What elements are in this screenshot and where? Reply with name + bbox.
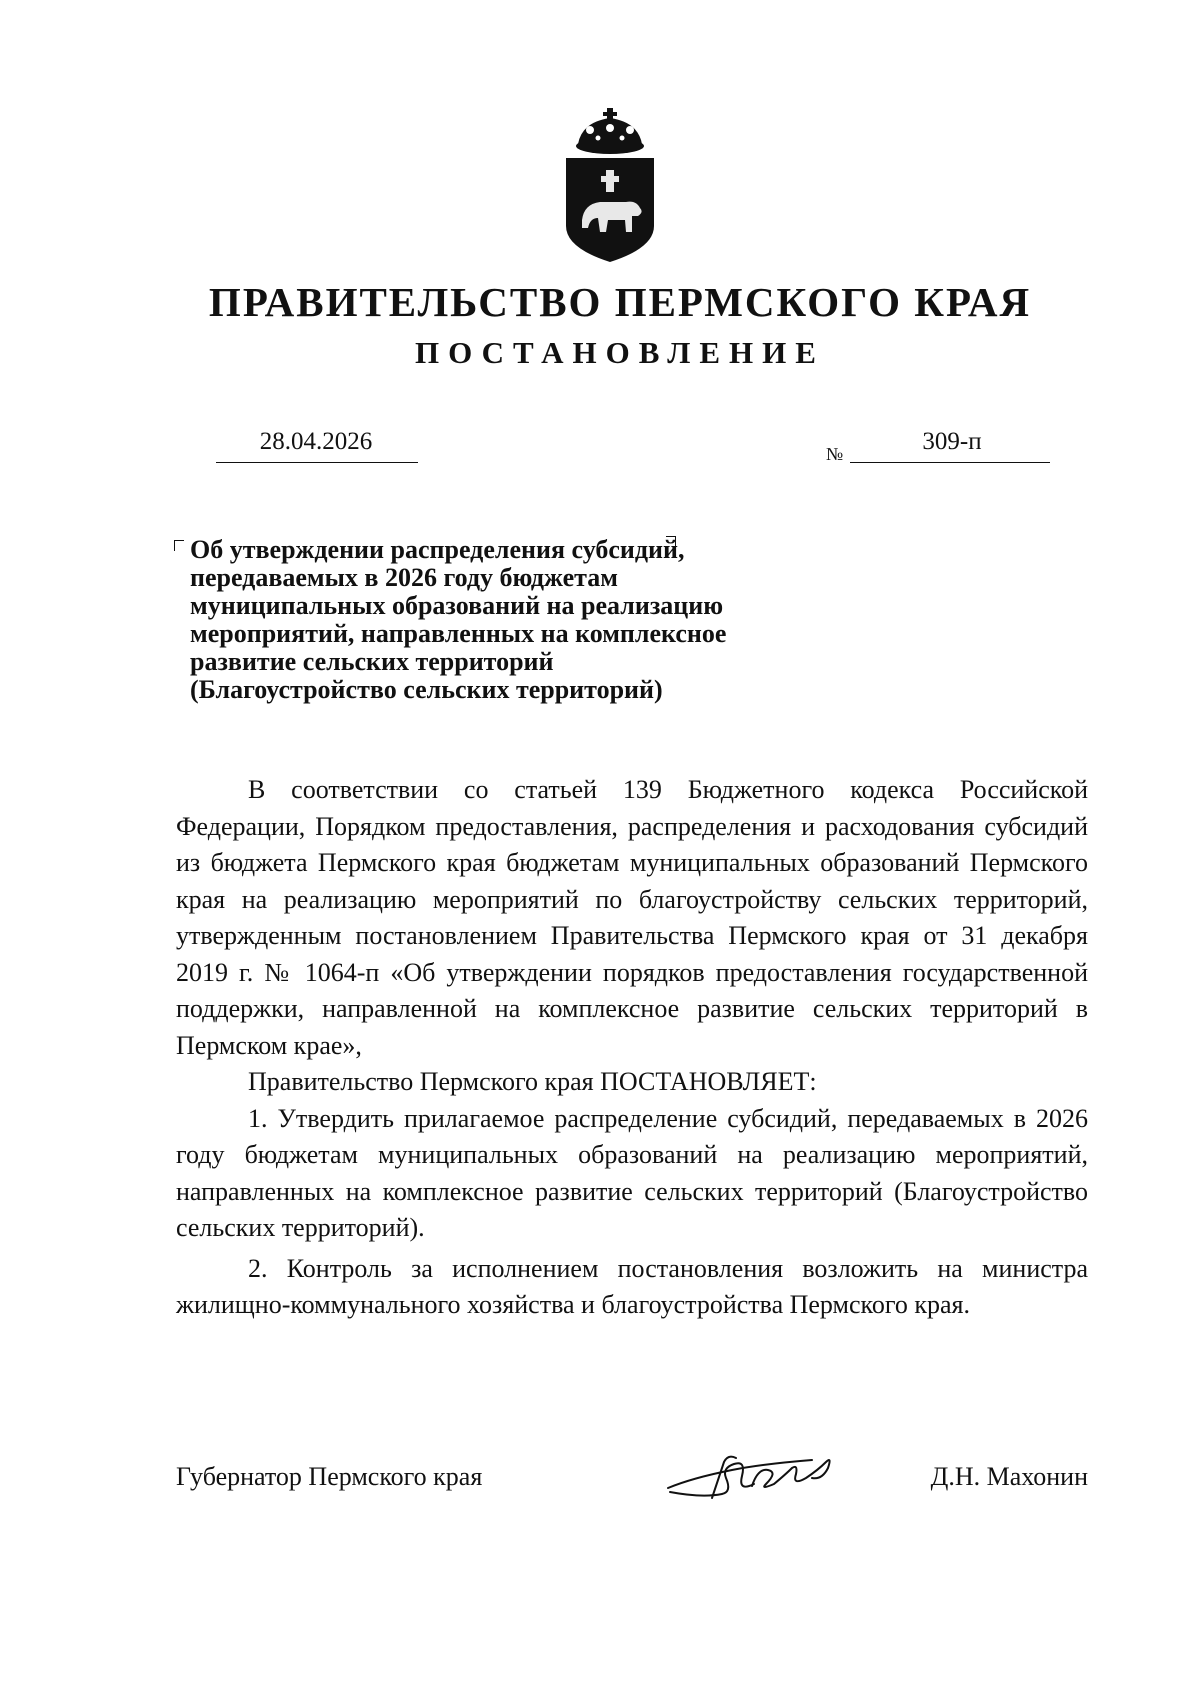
- subject-bracket-left: [174, 540, 184, 551]
- item-2-paragraph: 2. Контроль за исполнением постановления возложить на министра жилищно-коммунального хозяйства и благоустройства Пермского края.: [176, 1253, 1088, 1319]
- number-underline: [850, 462, 1050, 463]
- resolves-paragraph: Правительство Пермского края ПОСТАНОВЛЯЕТ:: [248, 1067, 817, 1096]
- signature-block: [176, 1462, 1088, 1502]
- perm-krai-coat-of-arms-icon: [560, 108, 660, 264]
- document-subject: [190, 536, 810, 704]
- document-date: 28.04.2026: [259, 428, 373, 455]
- item-1-paragraph: 1. Утвердить прилагаемое распределение субсидий, передаваемых в 2026 году бюджетам муниципальных образований на реализацию мероприятий, направленных на комплексное развитие сельских территорий (Благоустройство сельских территорий).: [176, 1103, 1088, 1242]
- subject-line: мероприятий, направленных на комплексное: [190, 619, 727, 648]
- subject-line: передаваемых в 2026 году бюджетам: [190, 563, 618, 592]
- handwritten-signature-icon: [662, 1448, 842, 1504]
- subject-line: (Благоустройство сельских территорий): [190, 675, 663, 704]
- number-sign: №: [826, 444, 844, 464]
- subject-line: Об утверждении распределения субсидий,: [190, 535, 685, 564]
- government-title: ПРАВИТЕЛЬСТВО ПЕРМСКОГО КРАЯ: [208, 279, 1032, 325]
- date-underline: [216, 462, 418, 463]
- document-number: 309-п: [922, 428, 982, 455]
- signatory-position: Губернатор Пермского края: [176, 1462, 483, 1491]
- preamble-paragraph: В соответствии со статьей 139 Бюджетного кодекса Российской Федерации, Порядком предоставления, распределения и расходования субсидий из бюджета Пермского края бюджетам муниципальных образований Пермского края на реализацию мероприятий по благоустройству сельских территорий, утвержденным постановлением Правительства Пермского края от 31 декабря 2019 г. № 1064-п «Об утверждении порядков предоставления государственной поддержки, направленной на комплексное развитие сельских территорий в Пермском крае»,: [176, 775, 1088, 1060]
- subject-line: развитие сельских территорий: [190, 647, 554, 676]
- document-body: [176, 772, 1088, 1324]
- signatory-name: Д.Н. Махонин: [930, 1462, 1088, 1491]
- document-type: ПОСТАНОВЛЕНИЕ: [415, 335, 825, 370]
- subject-line: муниципальных образований на реализацию: [190, 591, 724, 620]
